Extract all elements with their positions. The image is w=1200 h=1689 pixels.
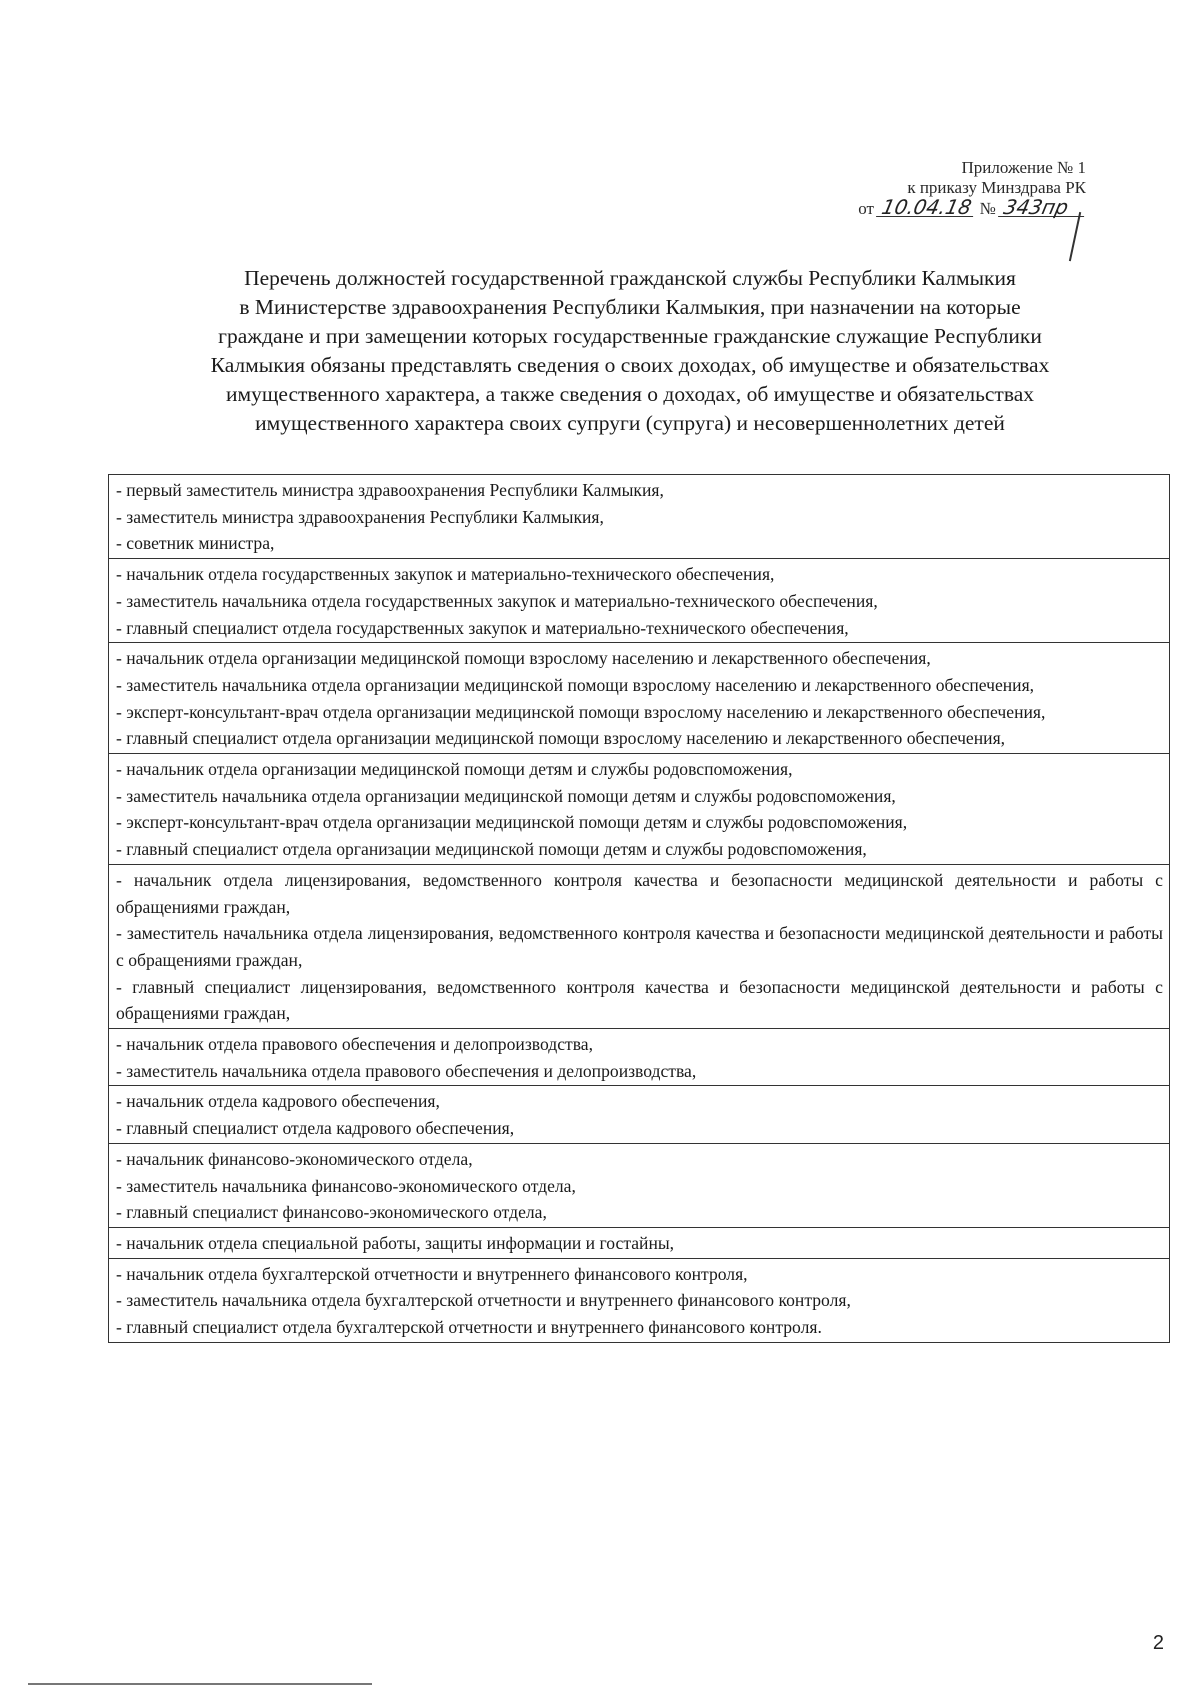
position-item: - начальник отдела государственных закупок и материально-технического обеспечения, <box>116 564 775 585</box>
position-group <box>109 1086 1169 1143</box>
annex-number-prefix: № <box>979 199 996 218</box>
title-line: граждане и при замещении которых государственные гражданские служащие Республики <box>218 324 1042 348</box>
positions-table <box>108 474 1170 1343</box>
annex-from-prefix: от <box>858 199 874 218</box>
position-item: - начальник отдела организации медицинской помощи взрослому населению и лекарственного обеспечения, <box>116 648 931 669</box>
handwritten-date: 10.04.18 <box>876 198 977 217</box>
bottom-rule <box>28 1683 372 1685</box>
position-item: - начальник отдела правового обеспечения и делопроизводства, <box>116 1034 593 1055</box>
position-item: - первый заместитель министра здравоохранения Республики Калмыкия, <box>116 480 664 500</box>
position-item: - эксперт-консультант-врач отдела организации медицинской помощи детям и службы родовспоможения, <box>116 812 908 833</box>
page-number: 2 <box>1152 1632 1164 1654</box>
position-item: - начальник отдела лицензирования, ведомственного контроля качества и безопасности медицинской деятельности и работы с обращениями граждан, <box>116 869 1163 917</box>
position-item: - начальник финансово-экономического отдела, <box>116 1148 473 1169</box>
title-line: имущественного характера своих супруги (супруга) и несовершеннолетних детей <box>255 411 1005 435</box>
annex-date-number-line <box>858 195 1086 219</box>
title-line: имущественного характера, а также сведения о доходах, об имуществе и обязательствах <box>226 382 1034 406</box>
position-item: - главный специалист отдела организации медицинской помощи взрослому населению и лекарственного обеспечения, <box>116 728 1006 749</box>
position-item: - заместитель министра здравоохранения Республики Калмыкия, <box>116 506 604 527</box>
position-item: - заместитель начальника отдела организации медицинской помощи детям и службы родовспоможения, <box>116 785 896 806</box>
position-item: - советник министра, <box>116 533 275 554</box>
annex-header <box>858 158 1086 219</box>
title-line: в Министерстве здравоохранения Республики Калмыкия, при назначении на которые <box>239 295 1021 319</box>
position-item: - заместитель начальника отдела бухгалтерской отчетности и внутреннего финансового контроля, <box>116 1290 851 1311</box>
position-item: - главный специалист отдела кадрового обеспечения, <box>116 1118 515 1139</box>
annex-order-reference: к приказу Минздрава РК <box>907 178 1086 197</box>
position-group <box>109 1228 1169 1259</box>
position-group <box>109 475 1169 559</box>
position-group <box>109 865 1169 1029</box>
position-item: - начальник отдела бухгалтерской отчетности и внутреннего финансового контроля, <box>116 1263 748 1284</box>
handwritten-flourish <box>1069 212 1085 262</box>
position-item: - главный специалист отдела государственных закупок и материально-технического обеспечения, <box>116 617 849 638</box>
position-item: - эксперт-консультант-врач отдела организации медицинской помощи взрослому населению и лекарственного обеспечения, <box>116 701 1046 722</box>
position-item: - заместитель начальника отдела государственных закупок и материально-технического обеспечения, <box>116 590 878 611</box>
position-group <box>109 1144 1169 1228</box>
position-group <box>109 643 1169 754</box>
position-item: - заместитель начальника отдела организации медицинской помощи взрослому населению и лекарственного обеспечения, <box>116 674 1035 695</box>
handwritten-order-number: 343пр <box>998 198 1088 217</box>
position-item: - главный специалист отдела организации медицинской помощи детям и службы родовспоможения, <box>116 839 867 860</box>
position-item: - заместитель начальника отдела правового обеспечения и делопроизводства, <box>116 1060 697 1081</box>
position-item: - начальник отдела кадрового обеспечения, <box>116 1091 440 1112</box>
position-item: - главный специалист отдела бухгалтерской отчетности и внутреннего финансового контроля. <box>116 1317 822 1338</box>
position-item: - заместитель начальника отдела лицензирования, ведомственного контроля качества и безопасности медицинской деятельности и работы с обращениями граждан, <box>116 923 1163 970</box>
position-item: - главный специалист лицензирования, ведомственного контроля качества и безопасности медицинской деятельности и работы с обращениями граждан, <box>116 976 1163 1024</box>
position-group <box>109 1259 1169 1343</box>
title-line: Калмыкия обязаны представлять сведения о своих доходах, об имуществе и обязательствах <box>210 353 1050 377</box>
title-line: Перечень должностей государственной гражданской службы Республики Калмыкия <box>244 266 1016 290</box>
position-item: - заместитель начальника финансово-экономического отдела, <box>116 1175 576 1196</box>
position-item: - главный специалист финансово-экономического отдела, <box>116 1202 547 1223</box>
position-group <box>109 1029 1169 1086</box>
position-item: - начальник отдела организации медицинской помощи детям и службы родовспоможения, <box>116 759 793 780</box>
position-item: - начальник отдела специальной работы, защиты информации и гостайны, <box>116 1232 675 1253</box>
annex-label: Приложение № 1 <box>961 158 1086 177</box>
document-title <box>130 264 1130 438</box>
position-group <box>109 754 1169 865</box>
position-group <box>109 559 1169 643</box>
